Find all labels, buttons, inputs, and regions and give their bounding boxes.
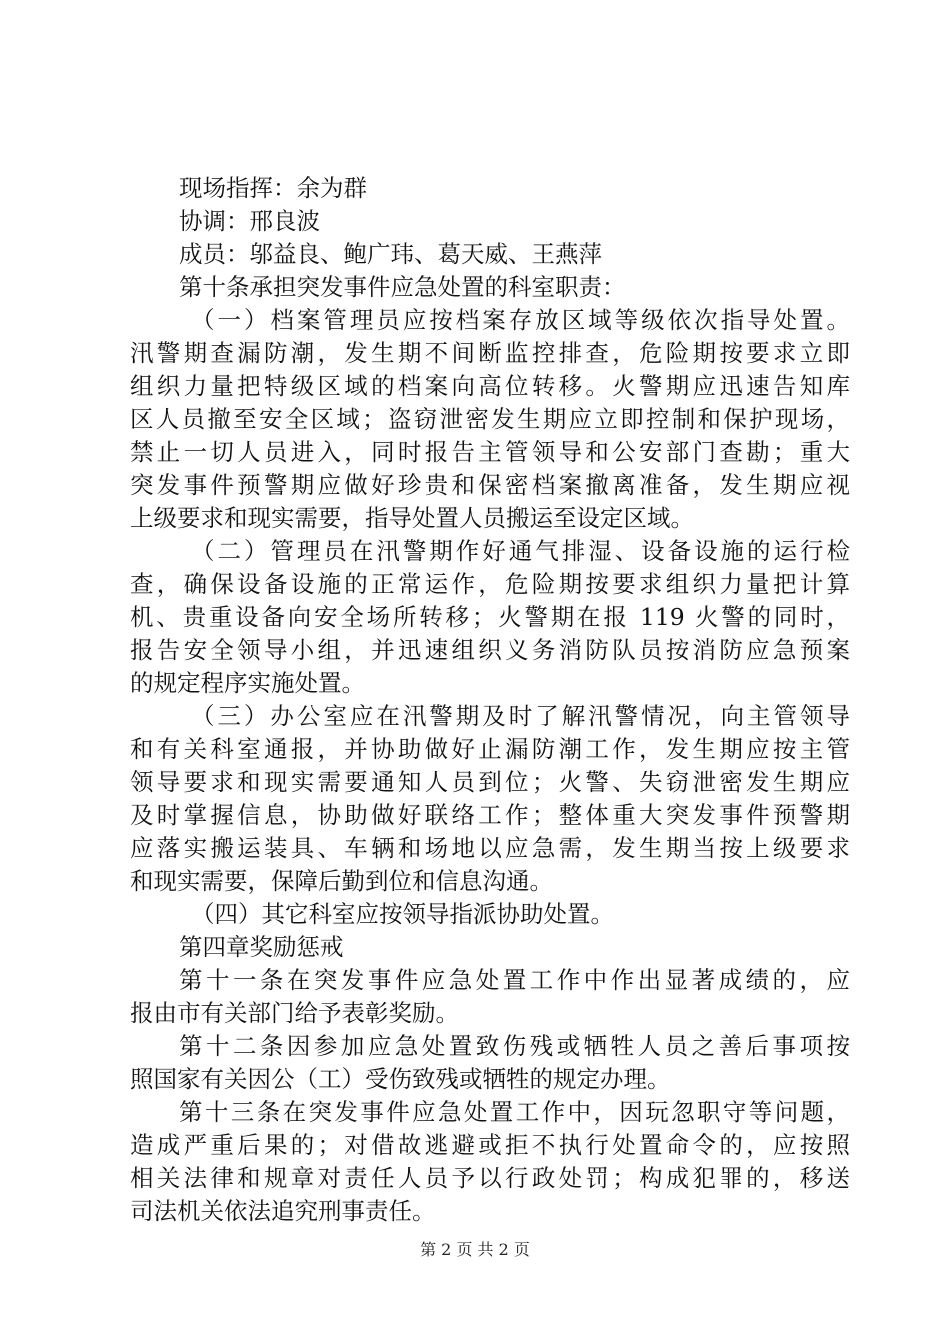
text-line: 第十二条因参加应急处置致伤残或牺牲人员之善后事项按 [179, 1032, 850, 1060]
text-line: 组织力量把特级区域的档案向高位转移。火警期应迅速告知库 [130, 372, 850, 400]
text-line: （四）其它科室应按领导指派协助处置。 [191, 900, 614, 928]
page-number-footer: 第 2 页 共 2 页 [420, 1240, 530, 1259]
text-line: 上级要求和现实需要，指导处置人员搬运至设定区域。 [130, 504, 694, 532]
text-line: 成员：邬益良、鲍广玮、葛天威、王燕萍 [179, 240, 602, 268]
text-line: 领导要求和现实需要通知人员到位；火警、失窃泄密发生期应 [130, 768, 850, 796]
text-line: 第十条承担突发事件应急处置的科室职责： [179, 273, 626, 301]
text-line: 机、贵重设备向安全场所转移；火警期在报 119 火警的同时， [130, 603, 850, 631]
text-line: 造成严重后果的；对借故逃避或拒不执行处置命令的，应按照 [130, 1131, 850, 1159]
text-line: 报由市有关部门给予表彰奖励。 [130, 999, 459, 1027]
text-line: 和有关科室通报，并协助做好止漏防潮工作，发生期应按主管 [130, 735, 850, 763]
text-line: 突发事件预警期应做好珍贵和保密档案撤离准备，发生期应视 [130, 471, 850, 499]
text-line: 协调：邢良波 [179, 207, 320, 235]
text-line: 第十一条在突发事件应急处置工作中作出显著成绩的，应 [179, 966, 850, 994]
text-line: （二）管理员在汛警期作好通气排湿、设备设施的运行检 [191, 537, 850, 565]
text-line: 查，确保设备设施的正常运作，危险期按要求组织力量把计算 [130, 570, 850, 598]
text-line: 司法机关依法追究刑事责任。 [130, 1197, 436, 1225]
text-line: 禁止一切人员进入，同时报告主管领导和公安部门查勘；重大 [130, 438, 850, 466]
text-line: 的规定程序实施处置。 [130, 669, 365, 697]
text-line: 和现实需要，保障后勤到位和信息沟通。 [130, 867, 553, 895]
text-line: （三）办公室应在汛警期及时了解汛警情况，向主管领导 [191, 702, 850, 730]
text-line: （一）档案管理员应按档案存放区域等级依次指导处置。 [191, 306, 850, 334]
text-line: 第四章奖励惩戒 [179, 933, 344, 961]
text-line: 相关法律和规章对责任人员予以行政处罚；构成犯罪的，移送 [130, 1164, 850, 1192]
text-line: 第十三条在突发事件应急处置工作中，因玩忽职守等问题， [179, 1098, 850, 1126]
text-line: 应落实搬运装具、车辆和场地以应急需，发生期当按上级要求 [130, 834, 850, 862]
text-line: 及时掌握信息，协助做好联络工作；整体重大突发事件预警期 [130, 801, 850, 829]
text-line: 现场指挥：余为群 [179, 174, 367, 202]
text-line: 照国家有关因公（工）受伤致残或牺牲的规定办理。 [130, 1065, 671, 1093]
text-line: 区人员撤至安全区域；盗窃泄密发生期应立即控制和保护现场， [130, 405, 850, 433]
text-line: 汛警期查漏防潮，发生期不间断监控排查，危险期按要求立即 [130, 339, 850, 367]
document-body [130, 172, 850, 1228]
text-line: 报告安全领导小组，并迅速组织义务消防队员按消防应急预案 [130, 636, 850, 664]
